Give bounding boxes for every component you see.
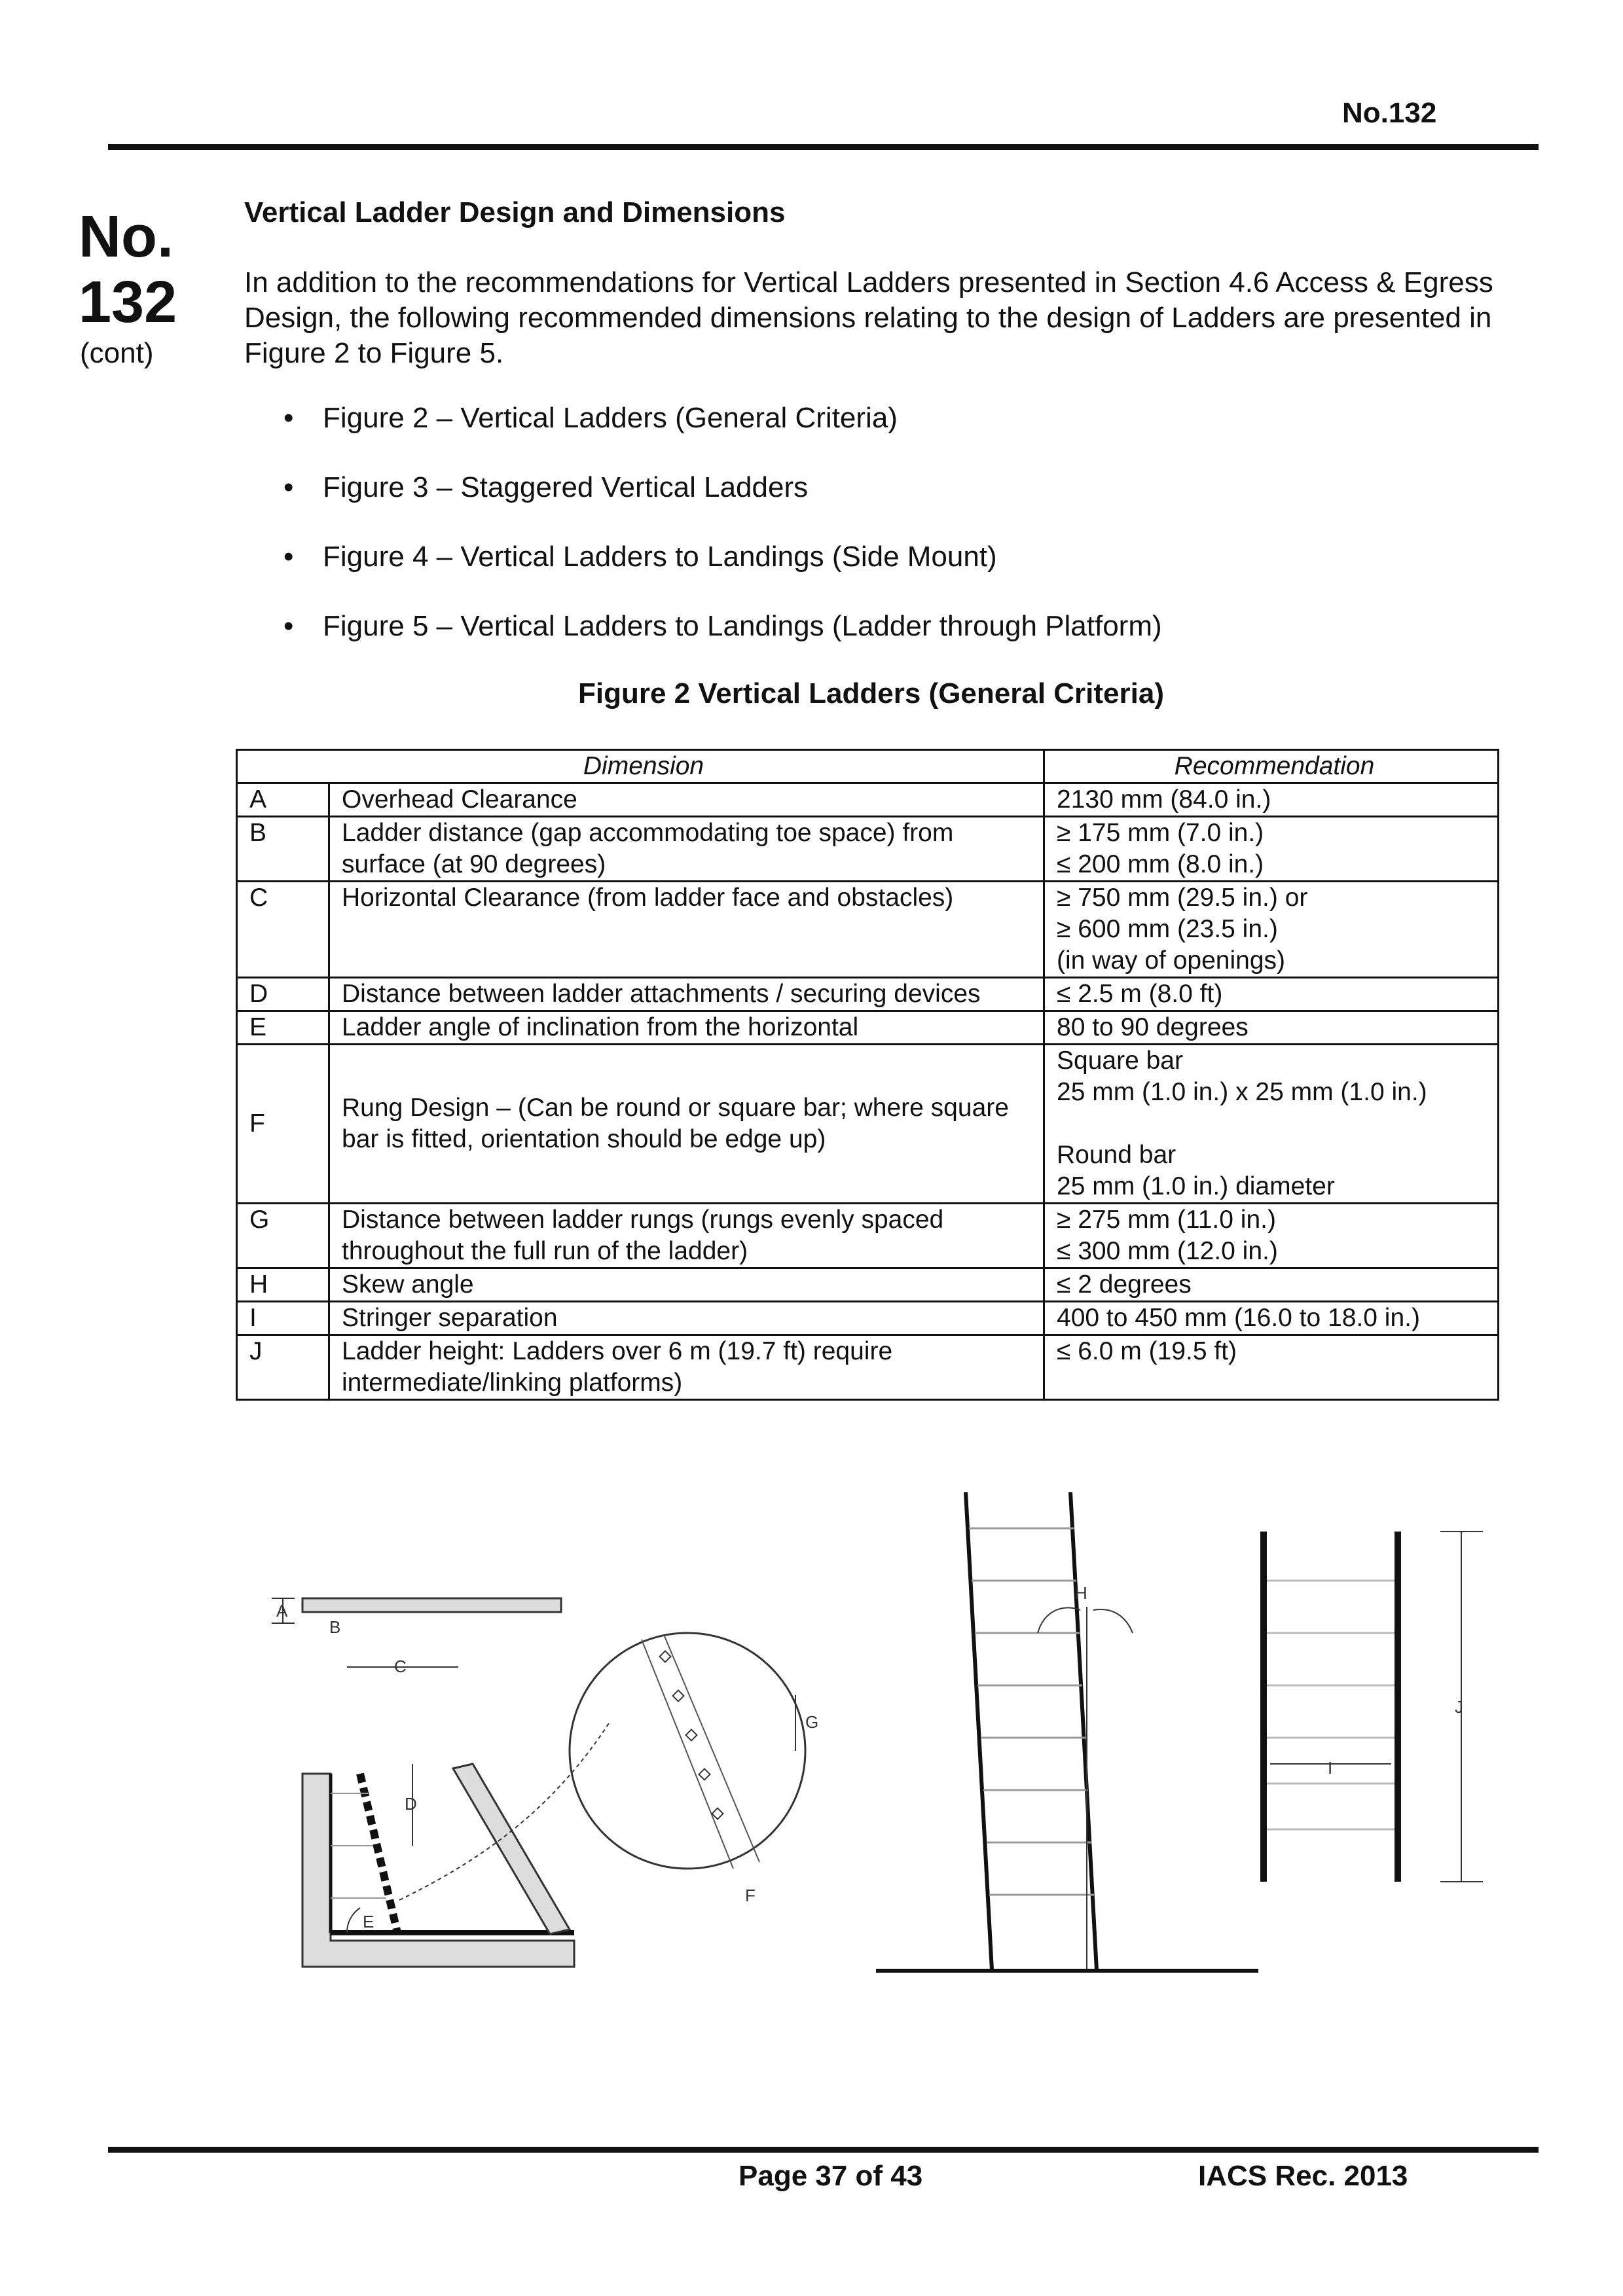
page-number: Page 37 of 43 [739, 2160, 923, 2192]
recommendation-header: Recommendation [1044, 750, 1499, 783]
rung-section [660, 1651, 671, 1662]
table-row [237, 1268, 1499, 1302]
ladder-diagram [242, 1476, 1525, 1973]
angle-arc [347, 1908, 360, 1933]
row-recommendation: ≤ 2.5 m (8.0 ft) [1044, 978, 1499, 1011]
row-code: A [237, 783, 329, 817]
table-row [237, 1011, 1499, 1045]
row-recommendation: Square bar 25 mm (1.0 in.) x 25 mm (1.0 in.) Round bar 25 mm (1.0 in.) diameter [1044, 1045, 1499, 1204]
sidebar-cont: (cont) [80, 337, 154, 369]
row-code: F [237, 1045, 329, 1204]
rung-section [712, 1808, 723, 1820]
row-recommendation: ≤ 2 degrees [1044, 1268, 1499, 1302]
ladder-stringer [360, 1774, 397, 1933]
row-description: Skew angle [329, 1268, 1044, 1302]
row-recommendation: ≥ 750 mm (29.5 in.) or ≥ 600 mm (23.5 in.) (in way of openings) [1044, 882, 1499, 978]
row-description: Horizontal Clearance (from ladder face and obstacles) [329, 882, 1044, 978]
row-code: B [237, 817, 329, 882]
skew-arrow [1093, 1609, 1133, 1633]
row-code: I [237, 1302, 329, 1335]
label-d: D [405, 1794, 417, 1814]
dimension-header: Dimension [237, 750, 1044, 783]
label-g: G [805, 1712, 819, 1732]
bullet-glyph: • [283, 402, 294, 434]
rung-section [686, 1730, 697, 1741]
row-description: Ladder distance (gap accommodating toe space) from surface (at 90 degrees) [329, 817, 1044, 882]
table-row [237, 1204, 1499, 1268]
stringer-edge [665, 1636, 759, 1862]
footer-reference: IACS Rec. 2013 [1198, 2160, 1408, 2192]
section-title: Vertical Ladder Design and Dimensions [244, 196, 786, 228]
row-description: Rung Design – (Can be round or square bar; where square bar is fitted, orientation should be edge up) [329, 1045, 1044, 1204]
side-view-diagram [272, 1598, 609, 1967]
row-description: Stringer separation [329, 1302, 1044, 1335]
skew-view-diagram [876, 1492, 1258, 1971]
row-description: Ladder height: Ladders over 6 m (19.7 ft) require intermediate/linking platforms) [329, 1335, 1044, 1400]
figure-list [244, 401, 1162, 678]
label-e: E [363, 1912, 374, 1931]
table-row [237, 817, 1499, 882]
list-item [244, 401, 1162, 470]
table-row [237, 978, 1499, 1011]
row-recommendation: 80 to 90 degrees [1044, 1011, 1499, 1045]
row-description: Distance between ladder attachments / securing devices [329, 978, 1044, 1011]
list-item [244, 539, 1162, 609]
list-item-text: Figure 2 – Vertical Ladders (General Criteria) [323, 402, 898, 434]
footer-rule [108, 2147, 1539, 2153]
front-view-diagram [1264, 1532, 1483, 1882]
dimensions-table [236, 749, 1499, 1401]
list-item [244, 470, 1162, 539]
intro-paragraph: In addition to the recommendations for Vertical Ladders presented in Section 4.6 Access & Egress Design, the following recommended dimensions relating to the design of Ladders are presented in Figure 2 to Figure 5. [244, 266, 1493, 369]
sidebar-no: No. [79, 204, 173, 270]
row-code: C [237, 882, 329, 978]
table-row [237, 882, 1499, 978]
rung-section [673, 1691, 684, 1702]
header-rule [108, 144, 1539, 150]
bullet-glyph: • [283, 471, 294, 503]
ladder-stringer [966, 1492, 992, 1970]
rung-detail-diagram [570, 1633, 818, 1905]
list-item [244, 609, 1162, 678]
figure-caption: Figure 2 Vertical Ladders (General Criteria) [578, 677, 1164, 709]
row-recommendation: ≥ 175 mm (7.0 in.) ≤ 200 mm (8.0 in.) [1044, 817, 1499, 882]
row-code: J [237, 1335, 329, 1400]
stringer-edge [642, 1640, 733, 1869]
label-i: I [1328, 1758, 1333, 1778]
table-row [237, 1335, 1499, 1400]
row-description: Ladder angle of inclination from the horizontal [329, 1011, 1044, 1045]
row-code: G [237, 1204, 329, 1268]
row-code: D [237, 978, 329, 1011]
label-c: C [394, 1657, 407, 1676]
row-recommendation: ≥ 275 mm (11.0 in.) ≤ 300 mm (12.0 in.) [1044, 1204, 1499, 1268]
table-row [237, 783, 1499, 817]
row-recommendation: 400 to 450 mm (16.0 to 18.0 in.) [1044, 1302, 1499, 1335]
rung-section [699, 1769, 710, 1780]
label-a: A [276, 1601, 288, 1621]
sidebar-number: 132 [79, 270, 177, 335]
row-recommendation: 2130 mm (84.0 in.) [1044, 783, 1499, 817]
row-description: Distance between ladder rungs (rungs evenly spaced throughout the full run of the ladder) [329, 1204, 1044, 1268]
table-row [237, 1045, 1499, 1204]
obstacle-bar [453, 1764, 570, 1934]
ladder-stringer [1070, 1492, 1097, 1970]
list-item-text: Figure 5 – Vertical Ladders to Landings (Ladder through Platform) [323, 610, 1162, 642]
document-number: No.132 [1342, 97, 1437, 129]
list-item-text: Figure 4 – Vertical Ladders to Landings (Side Mount) [323, 541, 997, 573]
row-code: H [237, 1268, 329, 1302]
list-item-text: Figure 3 – Staggered Vertical Ladders [323, 471, 809, 503]
label-j: J [1455, 1697, 1463, 1717]
row-recommendation: ≤ 6.0 m (19.5 ft) [1044, 1335, 1499, 1400]
detail-circle [570, 1633, 805, 1869]
table-row [237, 1302, 1499, 1335]
row-description: Overhead Clearance [329, 783, 1044, 817]
bullet-glyph: • [283, 541, 294, 573]
overhead-obstruction [302, 1598, 561, 1612]
bullet-glyph: • [283, 610, 294, 642]
label-b: B [329, 1617, 341, 1637]
detail-leader [399, 1723, 609, 1900]
label-f: F [745, 1886, 756, 1905]
table-header-row [237, 750, 1499, 783]
row-code: E [237, 1011, 329, 1045]
label-h: H [1075, 1583, 1087, 1603]
skew-arrow [1038, 1607, 1080, 1633]
